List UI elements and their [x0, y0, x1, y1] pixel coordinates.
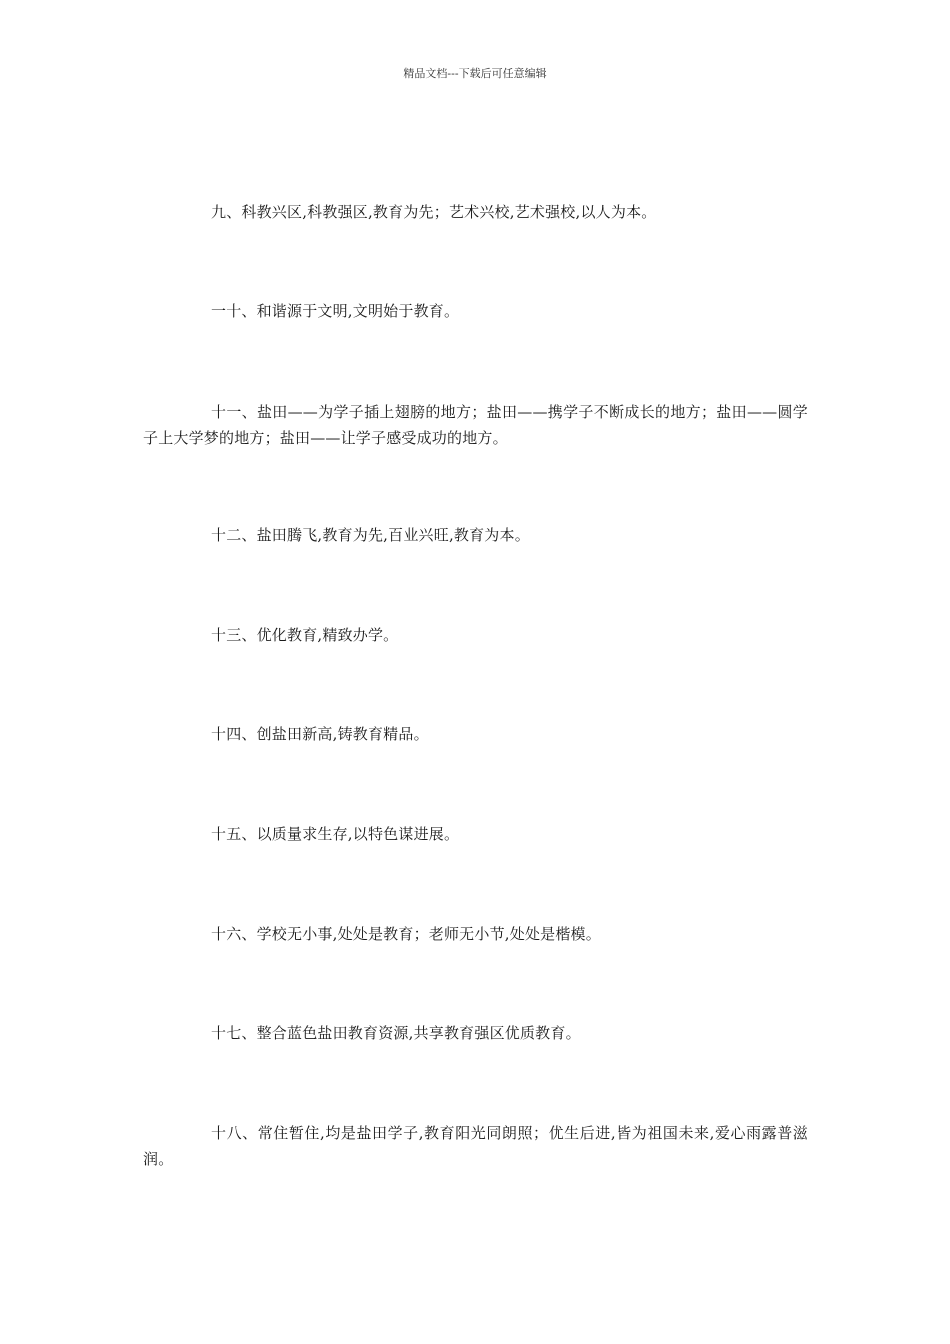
- slogan-paragraph-12: 十二、盐田腾飞,教育为先,百业兴旺,教育为本。: [211, 526, 530, 544]
- slogan-paragraph-10: 一十、和谐源于文明,文明始于教育。: [211, 302, 460, 320]
- slogan-paragraph-9: 九、科教兴区,科教强区,教育为先；艺术兴校,艺术强校,以人为本。: [211, 203, 657, 221]
- page-header: 精品文档---下载后可任意编辑: [403, 67, 547, 80]
- slogan-paragraph-16: 十六、学校无小事,处处是教育；老师无小节,处处是楷模。: [211, 925, 601, 943]
- slogan-paragraph-17: 十七、整合蓝色盐田教育资源,共享教育强区优质教育。: [211, 1024, 581, 1042]
- slogan-paragraph-15: 十五、以质量求生存,以特色谋进展。: [211, 825, 460, 843]
- slogan-paragraph-11: 十一、盐田——为学子插上翅膀的地方；盐田——携学子不断成长的地方；盐田——圆学子上大学梦的地方；盐田——让学子感受成功的地方。: [143, 403, 808, 447]
- slogan-paragraph-14: 十四、创盐田新高,铸教育精品。: [211, 725, 429, 743]
- slogan-paragraph-18: 十八、常住暂住,均是盐田学子,教育阳光同朗照；优生后进,皆为祖国未来,爱心雨露普滋润。: [143, 1124, 808, 1168]
- slogan-paragraph-13: 十三、优化教育,精致办学。: [211, 626, 399, 644]
